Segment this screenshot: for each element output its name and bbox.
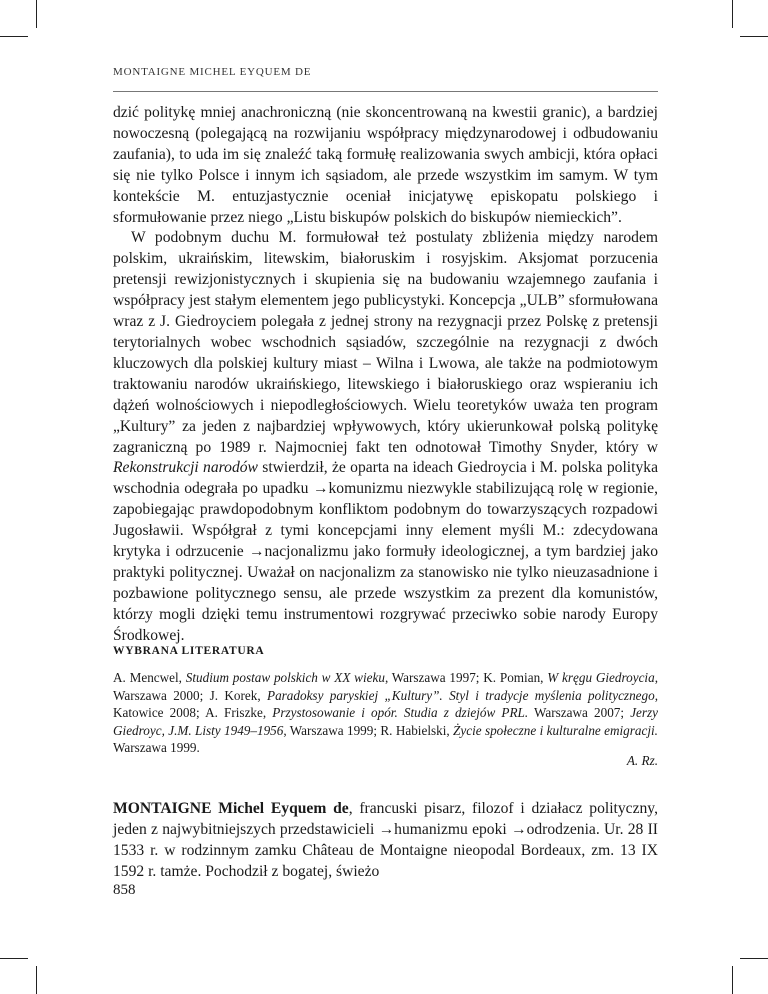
body-text (113, 103, 658, 647)
entry-headword: MONTAIGNE Michel Eyquem de (113, 800, 349, 817)
crop-mark (36, 966, 37, 994)
paragraph-2-part-1: W podobnym duchu M. formułował też postulaty zbliżenia między narodem polskim, ukraińskim, litewskim, białoruskim i rosyjskim. Aksjomat porzucenia pretensji rewizjonistycznych i skupienia się na budowaniu wzajemnego zaufania i współpracy jest stałym elementem jego publicystyki. Koncepcja „ULB” sformułowana wraz z J. Giedroyciem polegała z jednej strony na rezygnacji przez Polskę z pretensji terytorialnych wobec wschodnich sąsiadów, szczególnie na rezygnacji z dwóch kluczowych dla polskiej kultury miast – Wilna i Lwowa, ale także na podmiotowym traktowaniu narodów ukraińskiego, litewskiego i białoruskiego oraz wspieraniu ich dążeń wolnościowych i niepodległościowych. Wielu teoretyków uważa ten program „Kultury” za jeden z najbardziej wpływowych, który ukierunkował polską politykę zagraniczną po 1989 r. Najmocniej fakt ten odnotował Timothy Snyder, który w (113, 229, 658, 456)
crop-mark (36, 0, 37, 28)
encyclopedia-entry (113, 799, 658, 883)
bibliography (113, 669, 658, 757)
book-title: Rekonstrukcji narodów (113, 459, 258, 477)
bibliography-segment: , Katowice 2008; A. Friszke, (113, 687, 658, 721)
bibliography-segment: , Warszawa 1997; K. Pomian, (384, 670, 548, 685)
bibliography-segment: Jerzy Giedroyc, J.M. Listy 1949–1956 (113, 705, 659, 738)
section-heading: WYBRANA LITERATURA (113, 645, 265, 657)
crop-mark (732, 0, 733, 28)
bibliography-segment: Przystosowanie i opór. Studia z dziejów PRL. (272, 705, 529, 721)
running-head: MONTAIGNE MICHEL EYQUEM DE (113, 66, 312, 78)
page-number: 858 (113, 882, 136, 898)
crop-mark (0, 958, 28, 959)
paragraph-1: dzić politykę mniej anachroniczną (nie skoncentrowaną na kwestii granic), a bardziej nowoczesną (polegającą na rozwijaniu współpracy międzynarodowej i odbudowaniu zaufania), to uda im się znaleźć taką formułę realizowania swych ambicji, która opłaci się nie tylko Polsce i innym ich sąsiadom, ale przede wszystkim im samym. W tym kontekście M. entuzjastycznie oceniał inicjatywę episkopatu polskiego i sformułowanie przez niego „Listu biskupów polskich do biskupów niemieckich”. (113, 104, 658, 226)
crop-mark (740, 958, 768, 959)
crop-mark (740, 36, 768, 37)
bibliography-segment: , Warszawa 1999; R. Habielski, (283, 722, 454, 738)
bibliography-segment: Studium postaw polskich w XX wieku (185, 670, 385, 685)
paragraph-2 (113, 228, 658, 646)
entry-text: , francuski pisarz, filozof i działacz polityczny, jeden z najwybitniejszych przedstawicieli →humanizmu epoki →odrodzenia. Ur. 28 II 1533 r. w rodzinnym zamku Château de Montaigne nieopodal Bordeaux, zm. 13 IX 1592 r. tamże. Pochodził z bogatej, świeżo (113, 800, 658, 880)
bibliography-segment: W kręgu Giedroycia (547, 670, 655, 685)
bibliography-segment: Paradoksy paryskiej „Kultury”. Styl i tradycje myślenia politycznego (267, 687, 655, 703)
paragraph-2-part-2: stwierdził, że oparta na ideach Giedroycia i M. polska polityka wschodnia odegrała po upadku →komunizmu niezwykle stabilizującą rolę w regionie, zapobiegając prawdopodobnym konfliktom podobnym do towarzyszących rozpadowi Jugosławii. Współgrał z tymi koncepcjami inny element myśli M.: zdecydowana krytyka i odrzucenie →nacjonalizmu jako formuły ideologicznej, a tym bardziej jako praktyki politycznej. Uważał on nacjonalizm za stanowisko nie tylko nieuzasadnione i pozbawione politycznego sensu, ale przede wszystkim za prezent dla komunistów, którzy mogli dzięki temu instrumentowi rozgrywać przeciwko sobie narody Europy Środkowej. (113, 459, 658, 644)
crop-mark (732, 966, 733, 994)
bibliography-segment: Warszawa 2007; (528, 705, 631, 721)
bibliography-segment: Warszawa 1999. (113, 740, 200, 756)
bibliography-segment: Życie społeczne i kulturalne emigracji. (453, 722, 658, 738)
author-initials: A. Rz. (626, 753, 658, 768)
header-rule (113, 91, 658, 92)
bibliography-segment: , Warszawa 2000; J. Korek, (113, 670, 658, 703)
crop-mark (0, 36, 28, 37)
bibliography-segment: A. Mencwel, (113, 670, 186, 685)
